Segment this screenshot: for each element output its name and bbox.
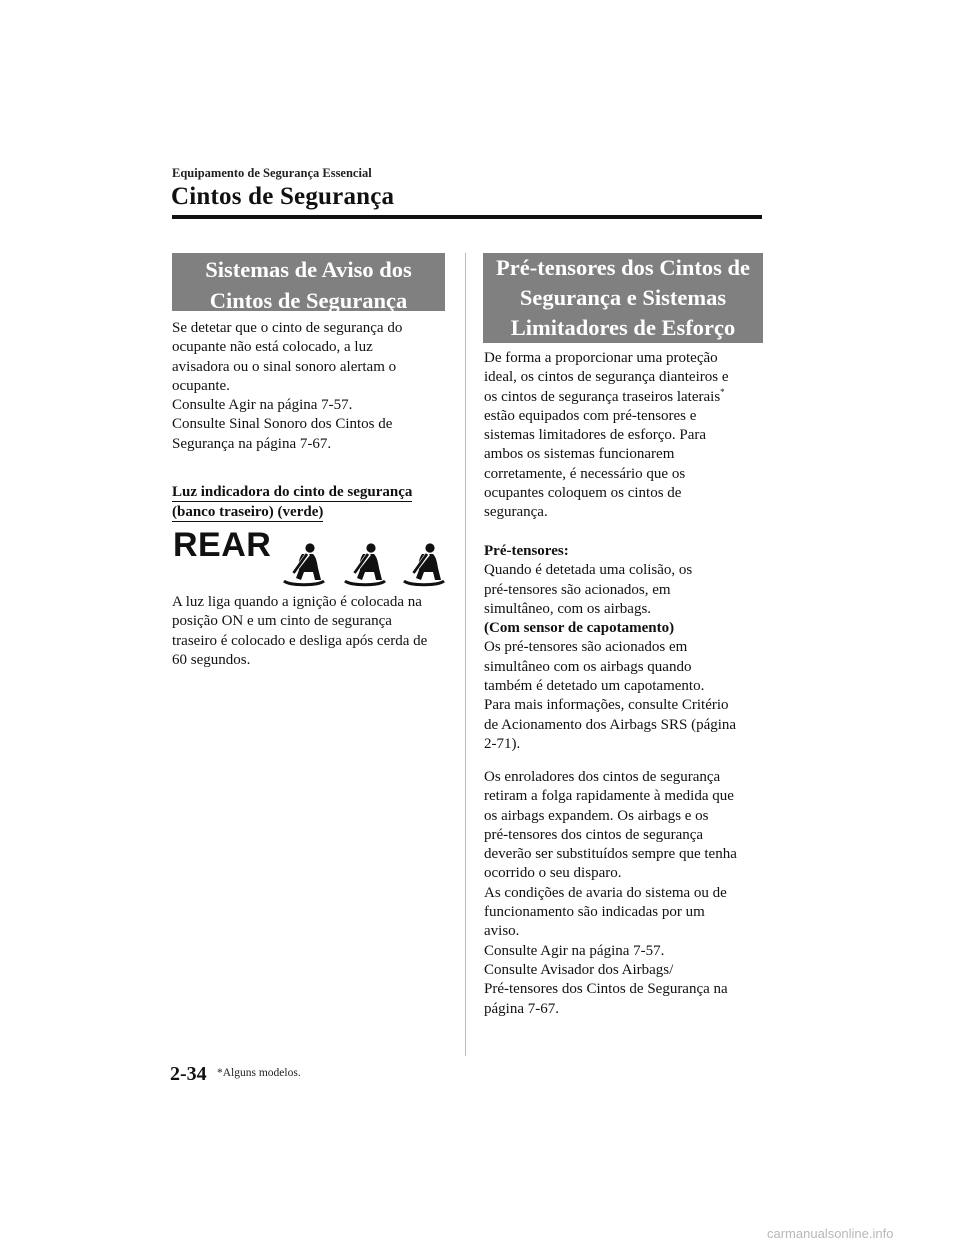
text-line: posição ON e um cinto de segurança xyxy=(172,613,392,630)
section-label: Equipamento de Segurança Essencial xyxy=(172,166,372,180)
text-line: página 7-67. xyxy=(484,1000,559,1017)
text-line: ideal, os cintos de segurança dianteiros e xyxy=(484,369,729,386)
banner-line: Limitadores de Esforço xyxy=(510,315,736,340)
text-line: estão equipados com pré-tensores e xyxy=(484,407,697,424)
text-line: os airbags expandem. Os airbags e os xyxy=(484,807,709,824)
text-line: 2-71). xyxy=(484,735,521,752)
text-line: ocorrido o seu disparo. xyxy=(484,865,622,882)
text-line: Os enroladores dos cintos de segurança xyxy=(484,769,721,785)
retractor-paragraph xyxy=(484,768,737,1019)
seatbelt-icon xyxy=(400,540,448,588)
header-rule xyxy=(172,215,762,219)
banner-line: Segurança e Sistemas xyxy=(519,285,727,310)
text-line: ambos os sistemas funcionarem xyxy=(484,446,675,463)
pretensioners-banner xyxy=(483,253,763,343)
chapter-title: Cintos de Segurança xyxy=(171,183,395,210)
text-line: Quando é detetada uma colisão, os xyxy=(484,562,693,579)
footnote-asterisk: * xyxy=(720,386,725,397)
rear-indicator-label: REAR xyxy=(173,526,272,564)
text-line: ocupantes coloquem os cintos de xyxy=(484,485,682,502)
text-line: também é detetado um capotamento. xyxy=(484,678,705,695)
subheading-line: Luz indicadora do cinto de segurança xyxy=(172,484,413,500)
subheading-line: (banco traseiro) (verde) xyxy=(172,504,324,520)
text-line: traseiro é colocado e desliga após cerda de xyxy=(172,632,428,649)
text-line: simultâneo com os airbags quando xyxy=(484,658,692,675)
page-number: 2-34 xyxy=(170,1063,207,1085)
pretensioners-heading: Pré-tensores: xyxy=(484,543,569,559)
rear-indicator-subheading xyxy=(172,482,412,522)
text-line: Pré-tensores dos Cintos de Segurança na xyxy=(484,981,728,998)
seatbelt-icon xyxy=(341,540,389,588)
text-line: Consulte Agir na página 7-57. xyxy=(484,942,665,959)
banner-line: Cintos de Segurança xyxy=(209,288,408,313)
text-line: De forma a proporcionar uma proteção xyxy=(484,350,718,366)
pretensioners-intro-paragraph xyxy=(484,349,729,523)
text-line: 60 segundos. xyxy=(172,651,251,668)
text-line: Para mais informações, consulte Critério xyxy=(484,697,729,714)
text-line: pré-tensores são acionados, em xyxy=(484,581,671,598)
banner-line: Pré-tensores dos Cintos de xyxy=(496,255,750,280)
text-line: Consulte Avisador dos Airbags/ xyxy=(484,961,674,978)
text-line: aviso. xyxy=(484,923,520,940)
text-line: simultâneo, com os airbags. xyxy=(484,600,652,617)
watermark: carmanualsonline.info xyxy=(767,1226,894,1241)
text-line: Consulte Agir na página 7-57. xyxy=(172,397,353,414)
text-line: Os pré-tensores são acionados em xyxy=(484,639,688,656)
text-line: corretamente, é necessário que os xyxy=(484,465,686,482)
seatbelt-icon xyxy=(280,540,328,588)
banner-line: Sistemas de Aviso dos xyxy=(205,257,412,282)
text-line: Consulte Sinal Sonoro dos Cintos de xyxy=(172,416,393,433)
text-line: funcionamento são indicadas por um xyxy=(484,904,705,921)
text-line: avisadora ou o sinal sonoro alertam o xyxy=(172,358,397,375)
text-line: Segurança na página 7-67. xyxy=(172,435,332,452)
text-line: sistemas limitadores de esforço. Para xyxy=(484,427,707,444)
text-line: de Acionamento dos Airbags SRS (página xyxy=(484,716,737,733)
text-line: ocupante. xyxy=(172,377,230,394)
text-line: As condições de avaria do sistema ou de xyxy=(484,884,727,901)
warning-intro-paragraph xyxy=(172,319,402,454)
warning-systems-banner xyxy=(172,253,445,311)
rear-indicator-description xyxy=(172,593,427,670)
pretensioners-section xyxy=(484,542,736,754)
text-line: A luz liga quando a ignição é colocada na xyxy=(172,594,422,610)
footnote: *Alguns modelos. xyxy=(217,1067,301,1079)
column-divider xyxy=(465,253,466,1056)
rollover-heading: (Com sensor de capotamento) xyxy=(484,620,675,637)
text-line: Se detetar que o cinto de segurança do xyxy=(172,320,403,336)
text-line: ocupante não está colocado, a luz xyxy=(172,339,373,356)
text-line: retiram a folga rapidamente à medida que xyxy=(484,788,734,805)
text-line: os cintos de segurança traseiros laterais* xyxy=(484,386,725,405)
text-line: segurança. xyxy=(484,504,548,521)
text-line: deverão ser substituídos sempre que tenha xyxy=(484,846,737,863)
text-line: pré-tensores dos cintos de segurança xyxy=(484,826,704,843)
